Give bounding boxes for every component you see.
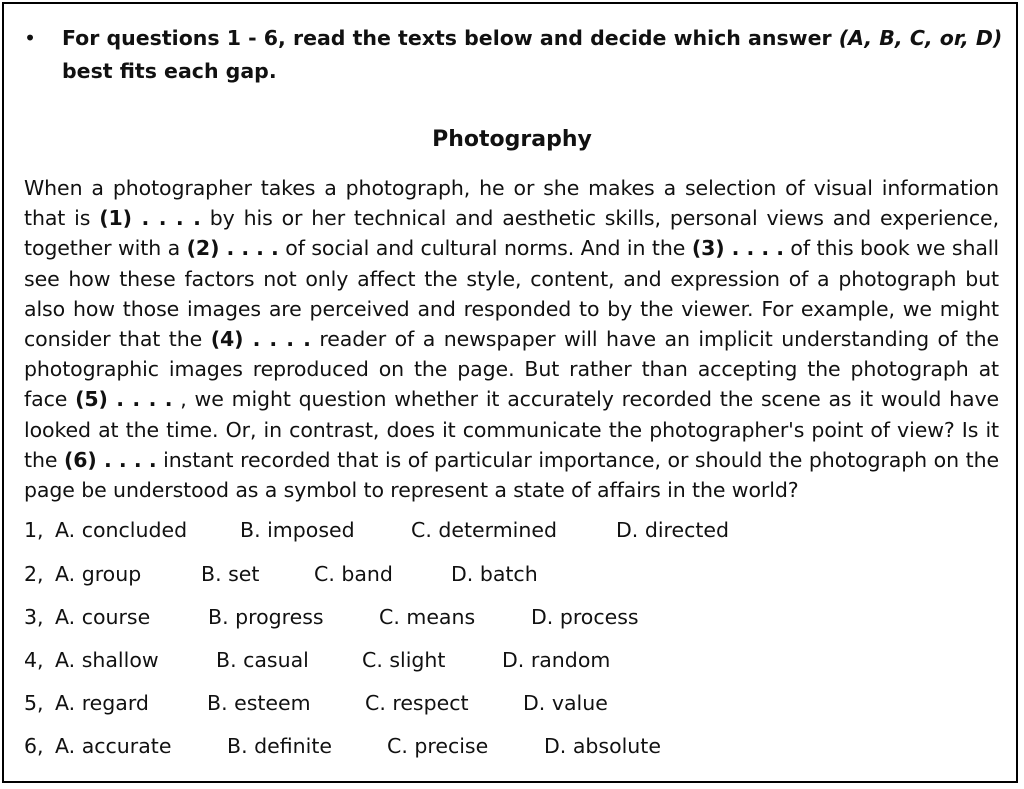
question-number: 5, — [24, 691, 44, 715]
option-d: D. absolute — [544, 734, 661, 758]
instruction-text-after: best fits each gap. — [62, 59, 277, 83]
gap-5: (5) . . . . — [75, 387, 173, 412]
instruction-options: (A, B, C, or, D) — [838, 26, 1003, 50]
question-number: 3, — [24, 605, 44, 629]
gap-2: (2) . . . . — [186, 236, 279, 261]
passage-text: instant recorded that is of particular importance, or should the photograph on the page be understood as a symbol to represent a state of affairs in the world? — [24, 447, 999, 503]
option-a: A. shallow — [55, 648, 159, 672]
passage-text: by his or her technical and aesthetic skills, personal views and experience, together with a — [24, 206, 999, 261]
question-number: 4, — [24, 648, 44, 672]
option-c: C. slight — [362, 648, 446, 672]
option-d: D. value — [523, 691, 608, 715]
option-c: C. band — [314, 562, 393, 586]
gap-4: (4) . . . . — [210, 327, 311, 352]
option-b: B. esteem — [207, 691, 311, 715]
question-number: 2, — [24, 562, 44, 586]
option-c: C. respect — [365, 691, 469, 715]
gap-6: (6) . . . . — [64, 447, 157, 472]
option-b: B. definite — [227, 734, 332, 758]
option-d: D. random — [502, 648, 611, 672]
instruction-text-before: For questions 1 - 6, read the texts below and decide which answer — [62, 26, 839, 50]
gap-1: (1) . . . . — [99, 206, 201, 231]
option-a: A. group — [55, 562, 142, 586]
passage-text: When a photographer takes a photograph, he or she makes a selection of visual information that is — [24, 176, 999, 231]
passage-text: of social and cultural norms. And in the — [278, 236, 692, 261]
option-b: B. progress — [208, 605, 324, 629]
passage — [24, 173, 999, 505]
option-a: A. course — [55, 605, 151, 629]
option-d: D. batch — [451, 562, 538, 586]
passage-text: of this book we shall see how these factors not only affect the style, content, and expression of a photograph but also how those images are perceived and responded to by the viewer. For example, we might consider that the — [24, 236, 999, 352]
option-c: C. determined — [411, 518, 557, 542]
option-b: B. set — [201, 562, 260, 586]
gap-3: (3) . . . . — [691, 236, 784, 261]
option-a: A. concluded — [55, 518, 188, 542]
question-number: 1, — [24, 518, 44, 542]
passage-text: , we might question whether it accurately recorded the scene as it would have looked at the time. Or, in contrast, does it communicate the photographer's point of view? Is it the — [24, 387, 999, 472]
option-a: A. regard — [55, 691, 149, 715]
question-number: 6, — [24, 734, 44, 758]
passage-text: reader of a newspaper will have an implicit understanding of the photographic images reproduced on the page. But rather than accepting the photograph at face — [24, 327, 999, 412]
option-b: B. imposed — [240, 518, 355, 542]
option-b: B. casual — [216, 648, 309, 672]
bullet-marker: • — [24, 26, 37, 50]
option-d: D. directed — [616, 518, 730, 542]
option-d: D. process — [531, 605, 639, 629]
instruction-text — [24, 22, 1004, 88]
passage-title: Photography — [432, 127, 592, 152]
option-a: A. accurate — [55, 734, 172, 758]
option-c: C. means — [379, 605, 476, 629]
option-c: C. precise — [387, 734, 489, 758]
instruction — [24, 22, 1004, 88]
